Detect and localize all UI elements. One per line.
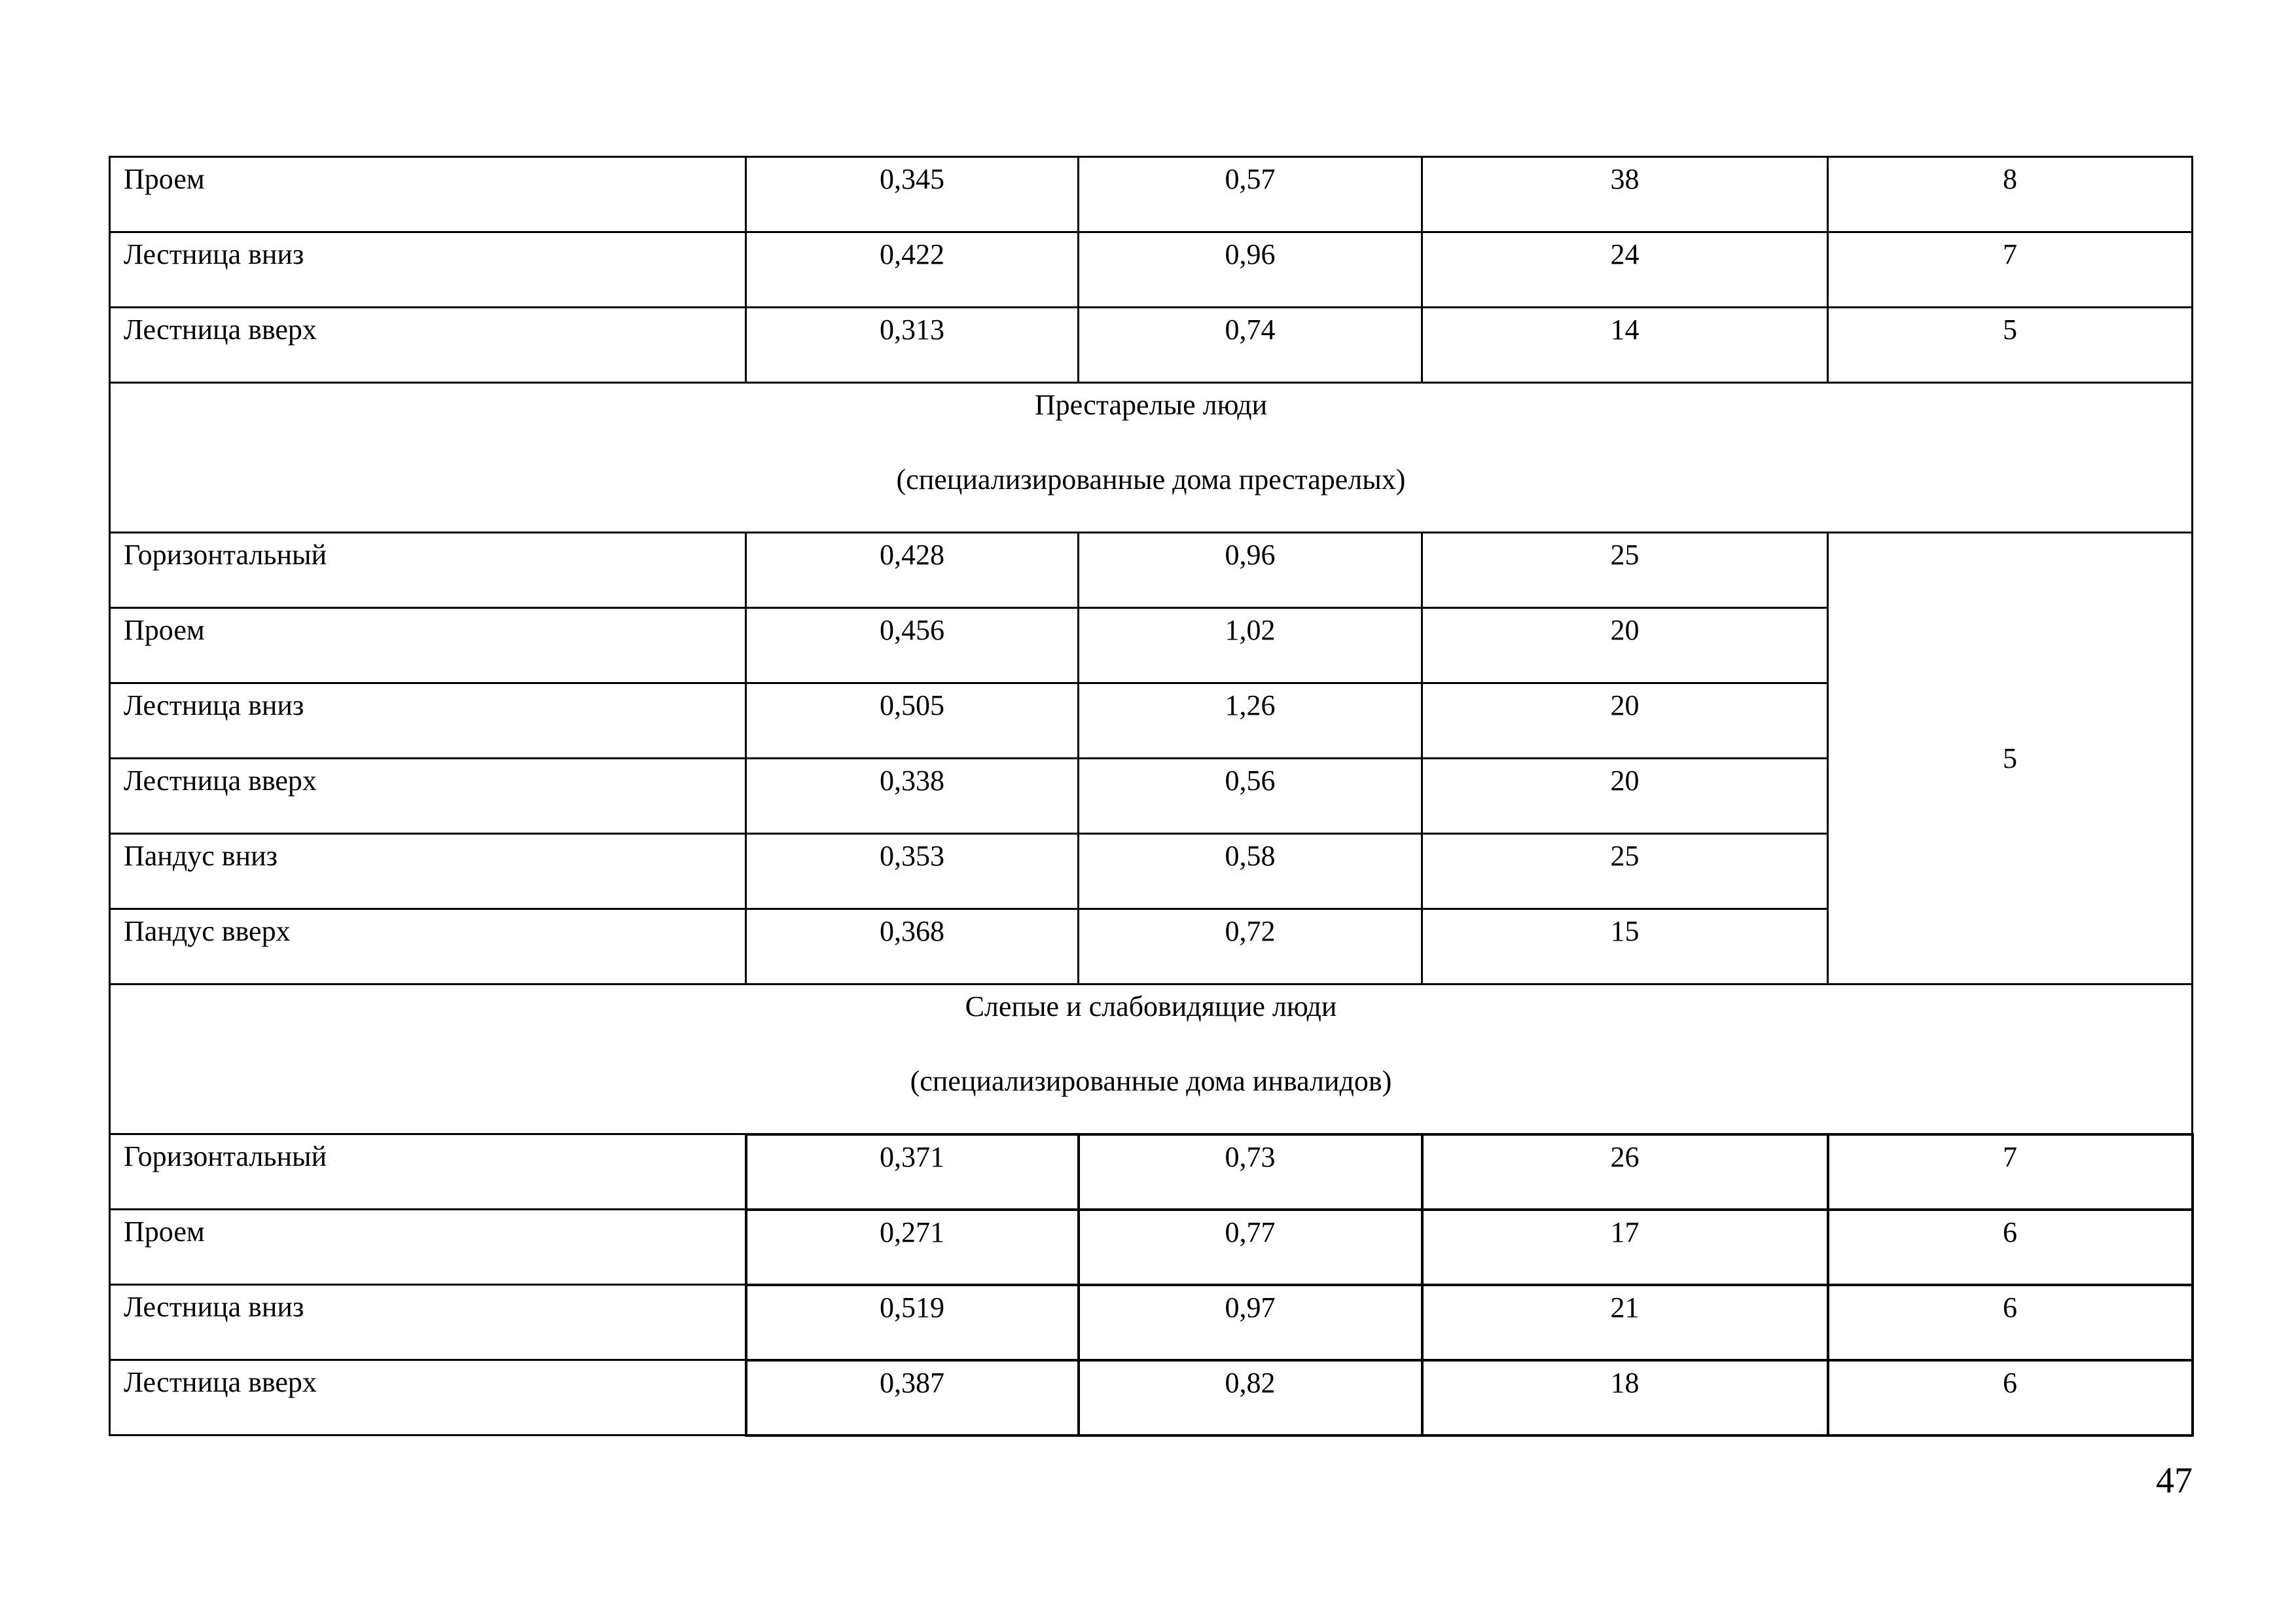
row-name: Лестница вниз xyxy=(110,1285,746,1360)
group-title: Слепые и слабовидящие люди xyxy=(965,990,1337,1022)
cell-value-2: 1,26 xyxy=(1079,683,1422,759)
row-name: Проем xyxy=(110,1210,746,1285)
table-row xyxy=(110,1134,2193,1210)
cell-value-2: 0,97 xyxy=(1079,1285,1422,1360)
cell-value-2: 0,96 xyxy=(1079,533,1422,608)
row-name: Проем xyxy=(110,608,746,683)
cell-value-1: 0,371 xyxy=(746,1134,1079,1210)
cell-value-2: 0,57 xyxy=(1079,157,1422,232)
cell-value-2: 1,02 xyxy=(1079,608,1422,683)
cell-value-4: 8 xyxy=(1828,157,2193,232)
cell-value-1: 0,428 xyxy=(746,533,1079,608)
group-header-row xyxy=(110,984,2193,1134)
cell-value-1: 0,353 xyxy=(746,834,1079,909)
cell-value-3: 25 xyxy=(1422,533,1828,608)
cell-value-1: 0,456 xyxy=(746,608,1079,683)
data-table xyxy=(109,156,2194,1437)
table-row xyxy=(110,157,2193,232)
table-row xyxy=(110,1360,2193,1435)
cell-value-2: 0,56 xyxy=(1079,759,1422,834)
row-name: Лестница вверх xyxy=(110,1360,746,1435)
cell-value-3: 25 xyxy=(1422,834,1828,909)
cell-value-3: 26 xyxy=(1422,1134,1828,1210)
cell-value-2: 0,58 xyxy=(1079,834,1422,909)
group-subtitle: (специализированные дома инвалидов) xyxy=(910,1065,1392,1097)
table-row xyxy=(110,533,2193,608)
cell-value-1: 0,338 xyxy=(746,759,1079,834)
cell-value-3: 14 xyxy=(1422,308,1828,383)
cell-value-2: 0,77 xyxy=(1079,1210,1422,1285)
row-name: Лестница вниз xyxy=(110,232,746,308)
cell-value-1: 0,345 xyxy=(746,157,1079,232)
cell-value-3: 17 xyxy=(1422,1210,1828,1285)
cell-value-3: 20 xyxy=(1422,608,1828,683)
row-name: Пандус вниз xyxy=(110,834,746,909)
cell-value-4: 7 xyxy=(1828,1134,2193,1210)
row-name: Лестница вверх xyxy=(110,308,746,383)
cell-value-3: 15 xyxy=(1422,909,1828,984)
cell-value-4: 6 xyxy=(1828,1210,2193,1285)
table-row xyxy=(110,1210,2193,1285)
page-number: 47 xyxy=(2156,1460,2193,1501)
cell-value-4: 5 xyxy=(1828,308,2193,383)
cell-value-1: 0,505 xyxy=(746,683,1079,759)
cell-value-2: 0,74 xyxy=(1079,308,1422,383)
cell-value-1: 0,313 xyxy=(746,308,1079,383)
cell-value-3: 20 xyxy=(1422,683,1828,759)
cell-value-4: 7 xyxy=(1828,232,2193,308)
cell-value-4: 6 xyxy=(1828,1285,2193,1360)
row-name: Проем xyxy=(110,157,746,232)
cell-value-1: 0,387 xyxy=(746,1360,1079,1435)
cell-value-2: 0,96 xyxy=(1079,232,1422,308)
cell-value-2: 0,82 xyxy=(1079,1360,1422,1435)
group-header-elderly xyxy=(110,383,2193,533)
cell-value-3: 21 xyxy=(1422,1285,1828,1360)
table-row xyxy=(110,1285,2193,1360)
cell-value-1: 0,519 xyxy=(746,1285,1079,1360)
cell-value-3: 18 xyxy=(1422,1360,1828,1435)
merged-value-cell: 5 xyxy=(1828,533,2193,984)
cell-value-3: 38 xyxy=(1422,157,1828,232)
cell-value-1: 0,271 xyxy=(746,1210,1079,1285)
group-subtitle: (специализированные дома престарелых) xyxy=(896,463,1406,496)
cell-value-1: 0,422 xyxy=(746,232,1079,308)
group-title: Престарелые люди xyxy=(1034,389,1268,421)
cell-value-2: 0,73 xyxy=(1079,1134,1422,1210)
row-name: Лестница вниз xyxy=(110,683,746,759)
row-name: Горизонтальный xyxy=(110,533,746,608)
row-name: Горизонтальный xyxy=(110,1134,746,1210)
group-header-blind xyxy=(110,984,2193,1134)
table-row xyxy=(110,308,2193,383)
cell-value-1: 0,368 xyxy=(746,909,1079,984)
cell-value-3: 20 xyxy=(1422,759,1828,834)
row-name: Лестница вверх xyxy=(110,759,746,834)
table-row xyxy=(110,232,2193,308)
row-name: Пандус вверх xyxy=(110,909,746,984)
cell-value-3: 24 xyxy=(1422,232,1828,308)
cell-value-2: 0,72 xyxy=(1079,909,1422,984)
group-header-row xyxy=(110,383,2193,533)
cell-value-4: 6 xyxy=(1828,1360,2193,1435)
